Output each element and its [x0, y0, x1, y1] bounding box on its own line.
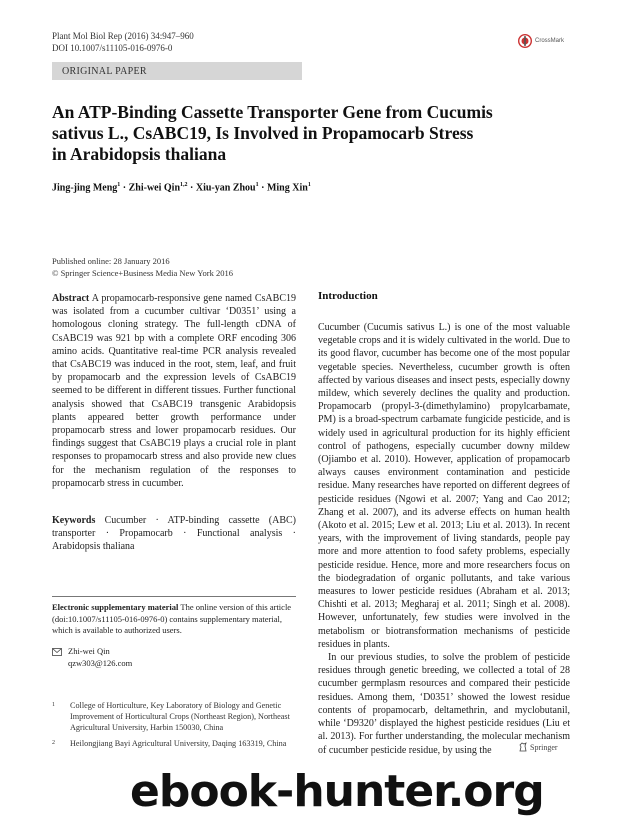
- intro-paragraph-1: Cucumber (Cucumis sativus L.) is one of the most valuable vegetable crops and it is widely cultivated in the world. Due to its good flavor, cucumber has become one of the most popular vegetable species. Nevertheless, cucumber growth is often affected by various diseases and insect pests, especially downy mildew, which severely declines the quality and production. Propamocarb (propyl-3-(dimethylamino) propylcarbamate, PM) is a broad-spectrum carbamate fungicide pesticide, and is widely used in agricultural production for its highly efficient control of pathogens, especially cucumber downy mildew (Ojiambo et al. 2010). However, application of propamocarb always causes environment contamination and pesticide residue. Many researches have reported on different degrees of pesticide residues (Ngowi et al. 2007; Yang and Cao 2012; Zhang et al. 2007), and its adverse effects on human health (Akoto et al. 2015; Lew et al. 2013; Liu et al. 2013). In recent years, with the improvement of living standards, people pay more and more attention to food safety problems, especially pesticide residue. Hence, more and more researchers focus on the biodegradation of organic pollutants, and take various measures to lower pesticide residues (Abraham et al. 2013; Chishti et al. 2013; Megharaj et al. 2011; Singh et al. 2008). However, unfortunately, few studies were involved in the metabolism or biotransformation mechanisms of pesticide residues in plants.: [318, 322, 570, 650]
- envelope-icon: [52, 648, 62, 656]
- journal-citation: [52, 30, 194, 54]
- author-affiliation: 1: [307, 182, 311, 188]
- affiliation-text: Heilongjiang Bayi Agricultural University, Daqing 163319, China: [70, 739, 287, 748]
- article-type-banner: [52, 62, 302, 80]
- publisher-name: Springer: [530, 742, 558, 752]
- crossmark-badge[interactable]: [518, 34, 564, 48]
- abstract-label: Abstract: [52, 293, 90, 304]
- keywords: [52, 514, 296, 554]
- publication-info: [52, 256, 233, 279]
- title-line-3: in Arabidopsis thaliana: [52, 144, 227, 164]
- author-name[interactable]: Jing-jing Meng: [52, 182, 118, 194]
- affiliation-number: 2: [52, 740, 55, 746]
- abstract: [52, 292, 296, 490]
- author-affiliation: 1: [255, 182, 259, 188]
- publisher-logo: [518, 742, 558, 752]
- footnote-divider: [52, 596, 296, 597]
- doi: DOI 10.1007/s11105-016-0976-0: [52, 43, 173, 53]
- esm-text: The online version of this article (doi:10.1007/s11105-016-0976-0) contains supplementary material, which is available to authorized users.: [52, 602, 292, 635]
- author-name[interactable]: Ming Xin: [266, 182, 308, 194]
- article-type-label: ORIGINAL PAPER: [62, 66, 147, 77]
- crossmark-label: CrossMark: [535, 38, 565, 44]
- affiliation-1: [52, 700, 298, 734]
- affiliation-2: [52, 738, 298, 749]
- author-name[interactable]: Xiu-yan Zhou: [195, 182, 256, 194]
- abstract-text: A propamocarb-responsive gene named CsABC19 was isolated from a cucumber cultivar ‘D0351’ using a homologous cloning strategy. The full-length cDNA of CsABC19 was 921 bp with a complete ORF encoding 306 amino acids. Quantitative real-time PCR analysis revealed that CsABC19 was induced in the root, stem, leaf, and fruit by propamocarb and the expression levels of CsABC19 seemed to be different in different tissues. Further functional analysis showed that CsABC19 transgenic Arabidopsis plants appeared better growth performance under propamocarb stress and lower propamocarb residues. Our findings suggest that CsABC19 plays a crucial role in plant responses to propamocarb stress and also provide new clues for the mechanism regulation of the responses to propamocarb stress in cucumber.: [52, 293, 296, 489]
- journal-name: Plant Mol Biol Rep (2016) 34:947–960: [52, 31, 194, 41]
- keywords-text: Cucumber · ATP-binding cassette (ABC) transporter · Propamocarb · Functional analysis · Arabidopsis thaliana: [52, 515, 297, 553]
- title-line-1: An ATP-Binding Cassette Transporter Gene from Cucumis: [52, 102, 493, 122]
- author-name[interactable]: Zhi-wei Qin: [128, 182, 181, 194]
- supplementary-note: [52, 602, 296, 637]
- section-heading-introduction: Introduction: [318, 290, 378, 302]
- keywords-label: Keywords: [52, 515, 96, 526]
- esm-label: Electronic supplementary material: [52, 602, 179, 612]
- article-title: [52, 102, 532, 165]
- springer-horse-icon: [518, 742, 528, 752]
- author-affiliation: 1,2: [180, 182, 188, 188]
- introduction-body: [318, 321, 570, 757]
- corresponding-author: Zhi-wei Qin: [68, 646, 110, 656]
- intro-paragraph-2: In our previous studies, to solve the problem of pesticide residues through genetic breeding, we collected a total of 28 cucumber germplasm resources and compared their pesticide residues. Among them, ‘D0351’ showed the lowest residue contents of propamocarb, deltamethrin, and myclobutanil, while ‘D9320’ displayed the highest pesticide residues (Liu et al. 2013). For further understanding, the molecular mechanism of cucumber pesticide residue, by using the: [318, 652, 570, 756]
- correspondence: [52, 646, 296, 669]
- author-list: Jing-jing Meng$^1$ · Zhi-wei Qin$^{1,2}$ · Xiu-yan Zhou$^1$ · Ming Xin$^1$: [52, 182, 311, 194]
- published-date: Published online: 28 January 2016: [52, 256, 170, 266]
- crossmark-icon: [518, 34, 532, 48]
- title-line-2: sativus L., CsABC19, Is Involved in Propamocarb Stress: [52, 123, 474, 143]
- affiliation-text: College of Horticulture, Key Laboratory of Biology and Genetic Improvement of Horticultural Crops (Northeast Region), Northeast Agricultural University, Harbin 150030, China: [70, 701, 290, 733]
- author-affiliation: 1: [117, 182, 121, 188]
- author-email[interactable]: qzw303@126.com: [68, 657, 133, 668]
- copyright: © Springer Science+Business Media New York 2016: [52, 267, 233, 278]
- watermark: ebook-hunter.org: [130, 766, 544, 817]
- affiliation-number: 1: [52, 702, 55, 708]
